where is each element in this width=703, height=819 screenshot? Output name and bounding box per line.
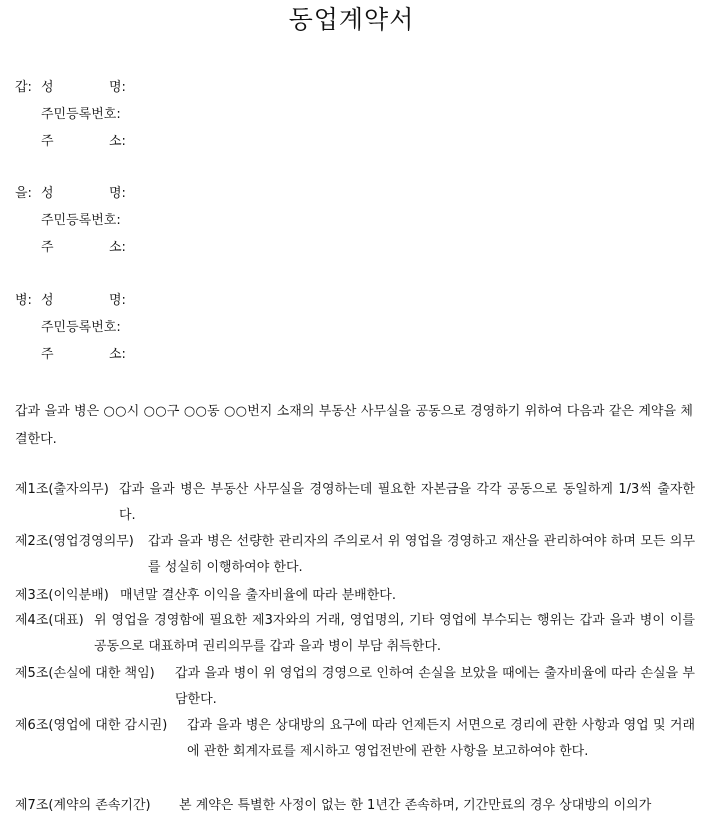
party-label: 갑: [15,80,32,95]
article-body: 갑과 을과 병은 상대방의 요구에 따라 언제든지 서면으로 경리에 관한 사항과 영업 및 거래에 관한 회계자료를 제시하고 영업전반에 관한 사항을 보고하여야 한다. [187,718,695,759]
article-heading: 제1조(출자의무) [15,482,109,497]
article-7 [15,793,695,819]
id-number-label: 주민등록번호: [41,107,121,122]
article-6 [15,713,695,765]
article-body: 본 계약은 특별한 사정이 없는 한 1년간 존속하며, 기간만료의 경우 상대방의 이의가 [179,798,652,813]
article-1 [15,477,695,529]
address-label-1: 주 [41,240,54,255]
id-number-label: 주민등록번호: [41,213,121,228]
article-body: 매년말 결산후 이익을 출자비율에 따라 분배한다. [120,588,396,603]
address-label-2: 소: [109,240,126,255]
name-label-1: 성 [41,293,54,308]
article-heading: 제4조(대표) [15,613,84,628]
article-3 [15,583,695,609]
article-body: 갑과 을과 병이 위 영업의 경영으로 인하여 손실을 보았을 때에는 출자비율에 따라 손실을 부담한다. [175,666,695,707]
name-label-2: 명: [109,80,126,95]
name-label-2: 명: [109,186,126,201]
name-label-1: 성 [41,80,54,95]
address-label-2: 소: [109,347,126,362]
article-heading: 제5조(손실에 대한 책임) [15,666,155,681]
article-4 [15,608,695,660]
article-heading: 제3조(이익분배) [15,588,109,603]
document-title: 동업계약서 [288,5,415,34]
party-label: 병: [15,293,32,308]
id-number-label: 주민등록번호: [41,320,121,335]
address-label-2: 소: [109,134,126,149]
article-heading: 제6조(영업에 대한 감시권) [15,718,168,733]
article-body: 갑과 을과 병은 선량한 관리자의 주의로서 위 영업을 경영하고 재산을 관리하여야 하며 모든 의무를 성실히 이행하여야 한다. [148,534,695,575]
name-label-2: 명: [109,293,126,308]
article-body: 갑과 을과 병은 부동산 사무실을 경영하는데 필요한 자본금을 각각 공동으로 동일하게 1/3씩 출자한다. [119,482,695,523]
article-heading: 제2조(영업경영의무) [15,534,134,549]
intro-paragraph: 갑과 을과 병은 ○○시 ○○구 ○○동 ○○번지 소재의 부동산 사무실을 공동으로 경영하기 위하여 다음과 같은 계약을 체결한다. [15,404,693,447]
address-label-1: 주 [41,134,54,149]
article-5 [15,661,695,713]
name-label-1: 성 [41,186,54,201]
article-heading: 제7조(계약의 존속기간) [15,798,151,813]
party-label: 을: [15,186,32,201]
address-label-1: 주 [41,347,54,362]
article-2 [15,529,695,581]
article-body: 위 영업을 경영함에 필요한 제3자와의 거래, 영업명의, 기타 영업에 부수되는 행위는 갑과 을과 병이 이를 공동으로 대표하며 권리의무를 갑과 을과 병이 부담 취득한다. [94,613,695,654]
